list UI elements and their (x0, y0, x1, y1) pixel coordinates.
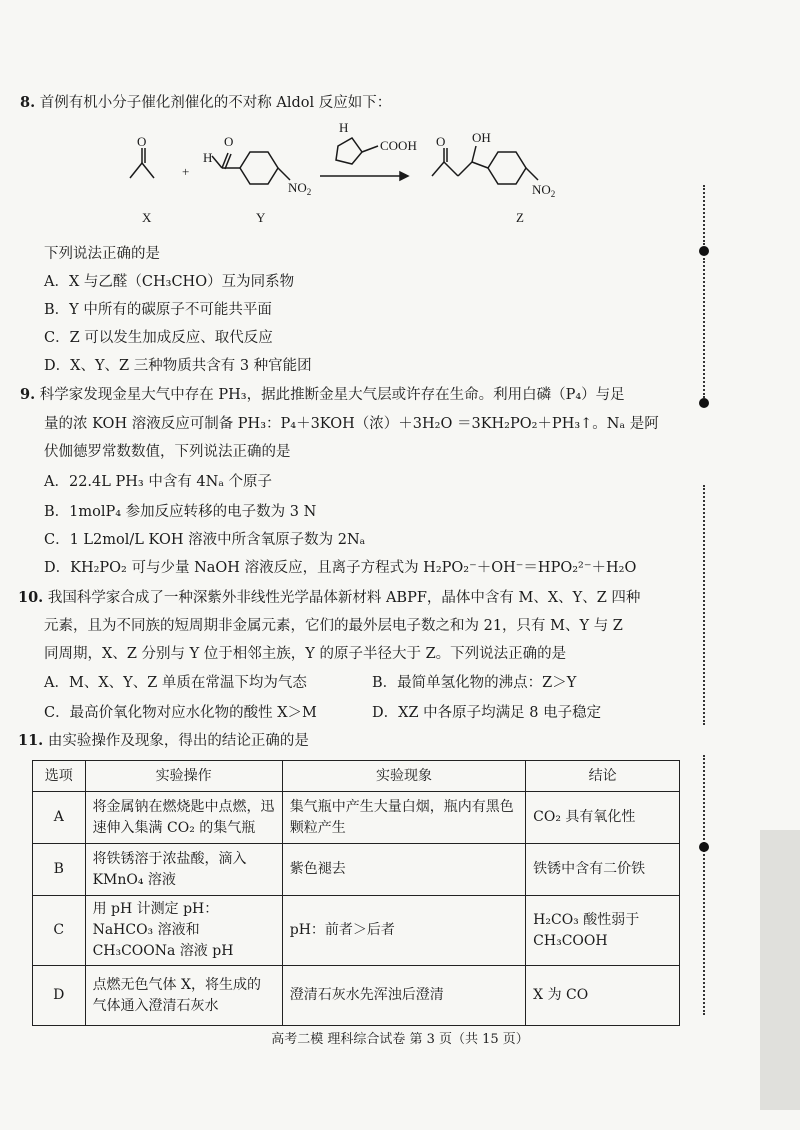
table-header-row (33, 761, 680, 792)
q9-option-c[interactable]: C．1 L2mol/L KOH 溶液中所含氧原子数为 2Nₐ (44, 532, 366, 548)
y-nitro: $NO_2$ (288, 180, 312, 197)
table-row[interactable] (33, 966, 680, 1026)
z-oxygen: O (436, 134, 446, 149)
row-phenomenon: 集气瓶中产生大量白烟，瓶内有黑色颗粒产生 (282, 792, 525, 844)
molecule-x (130, 148, 154, 178)
catalyst-cooh: COOH (380, 138, 417, 153)
q9-option-b[interactable]: B．1molP₄ 参加反应转移的电子数为 3 N (44, 504, 317, 520)
plus-sign: + (182, 164, 190, 179)
q10-option-a[interactable]: A．M、X、Y、Z 单质在常温下均为气态 (44, 675, 307, 691)
row-conclusion: H₂CO₃ 酸性弱于 CH₃COOH (526, 896, 680, 966)
z-hydroxyl: OH (472, 130, 491, 145)
q10-option-d[interactable]: D．XZ 中各原子均满足 8 电子稳定 (372, 705, 602, 721)
q11-stem-line (18, 731, 309, 751)
binding-dotted-line (703, 755, 708, 1015)
q9-option-d[interactable]: D．KH₂PO₂ 可与少量 NaOH 溶液反应，且离子方程式为 H₂PO₂⁻＋OH⁻＝HPO₂²⁻＋H₂O (44, 560, 637, 576)
x-oxygen: O (137, 134, 147, 149)
row-phenomenon: 紫色褪去 (282, 844, 525, 896)
reaction-arrow (320, 172, 408, 180)
binding-hole-icon (699, 398, 709, 408)
q9-line-1 (20, 385, 625, 405)
q10-line-2: 元素，且为不同族的短周期非金属元素，它们的最外层电子数之和为 21，只有 M、Y 与 Z (44, 618, 623, 634)
z-nitro: $NO_2$ (532, 182, 556, 199)
q8-option-a[interactable]: A．X 与乙醛（CH₃CHO）互为同系物 (44, 274, 295, 290)
q10-line-1 (18, 588, 640, 608)
q8-question: 下列说法正确的是 (44, 246, 160, 262)
q10-text-1: 我国科学家合成了一种深紫外非线性光学晶体新材料 ABPF，晶体中含有 M、X、Y、Z 四种 (47, 590, 641, 606)
q10-line-3: 同周期，X、Z 分别与 Y 位于相邻主族，Y 的原子半径大于 Z。下列说法正确的是 (44, 646, 567, 662)
binding-dotted-line (703, 485, 708, 725)
q10-option-b[interactable]: B．最简单氢化物的沸点：Z＞Y (372, 675, 577, 691)
scan-edge-shadow (760, 830, 800, 1110)
header-conclusion: 结论 (526, 761, 680, 792)
row-conclusion: X 为 CO (526, 966, 680, 1026)
q9-line-3: 伏伽德罗常数数值，下列说法正确的是 (44, 444, 291, 460)
row-option-label: B (33, 844, 86, 896)
q11-stem: 由实验操作及现象，得出的结论正确的是 (47, 733, 309, 749)
q11-number: 11. (18, 732, 44, 749)
q8-stem-line (20, 93, 391, 113)
y-oxygen: O (224, 134, 234, 149)
catalyst-nh: H (339, 120, 349, 135)
q9-number: 9. (20, 386, 36, 403)
binding-hole-icon (699, 842, 709, 852)
q8-option-c[interactable]: C．Z 可以发生加成反应、取代反应 (44, 330, 273, 346)
binding-hole-icon (699, 246, 709, 256)
header-operation: 实验操作 (85, 761, 282, 792)
aldol-reaction-scheme (100, 118, 620, 238)
q8-number: 8. (20, 94, 36, 111)
label-z: Z (516, 210, 524, 225)
header-option: 选项 (33, 761, 86, 792)
q9-text-1: 科学家发现金星大气中存在 PH₃，据此推断金星大气层或许存在生命。利用白磷（P₄）与足 (39, 387, 625, 403)
row-operation: 用 pH 计测定 pH：NaHCO₃ 溶液和 CH₃COONa 溶液 pH (85, 896, 282, 966)
binding-dotted-line (703, 258, 708, 398)
table-row[interactable] (33, 844, 680, 896)
page-footer: 高考二模 理科综合试卷 第 3 页（共 15 页） (271, 1032, 529, 1047)
q9-option-a[interactable]: A．22.4L PH₃ 中含有 4Nₐ 个原子 (44, 474, 273, 490)
row-conclusion: 铁锈中含有二价铁 (526, 844, 680, 896)
molecule-z (432, 146, 538, 184)
row-phenomenon: pH：前者＞后者 (282, 896, 525, 966)
binding-dotted-line (703, 185, 708, 245)
q8-stem: 首例有机小分子催化剂催化的不对称 Aldol 反应如下： (39, 95, 392, 111)
label-y: Y (256, 210, 266, 225)
table-row[interactable] (33, 896, 680, 966)
row-conclusion: CO₂ 具有氧化性 (526, 792, 680, 844)
row-option-label: D (33, 966, 86, 1026)
label-x: X (142, 210, 152, 225)
catalyst-proline (336, 138, 378, 164)
row-option-label: C (33, 896, 86, 966)
q8-option-b[interactable]: B．Y 中所有的碳原子不可能共平面 (44, 302, 272, 318)
row-phenomenon: 澄清石灰水先浑浊后澄清 (282, 966, 525, 1026)
molecule-y (212, 152, 290, 184)
q9-line-2: 量的浓 KOH 溶液反应可制备 PH₃：P₄＋3KOH（浓）＋3H₂O ＝3KH₂PO₂＋PH₃↑。Nₐ 是阿 (44, 416, 659, 432)
y-hydrogen: H (203, 150, 213, 165)
row-option-label: A (33, 792, 86, 844)
experiment-table (32, 760, 680, 1026)
header-phenomenon: 实验现象 (282, 761, 525, 792)
row-operation: 将铁锈溶于浓盐酸，滴入 KMnO₄ 溶液 (85, 844, 282, 896)
row-operation: 将金属钠在燃烧匙中点燃，迅速伸入集满 CO₂ 的集气瓶 (85, 792, 282, 844)
q8-option-d[interactable]: D．X、Y、Z 三种物质共含有 3 种官能团 (44, 358, 312, 374)
row-operation: 点燃无色气体 X，将生成的气体通入澄清石灰水 (85, 966, 282, 1026)
q10-number: 10. (18, 589, 44, 606)
q10-option-c[interactable]: C．最高价氧化物对应水化物的酸性 X＞M (44, 705, 317, 721)
table-row[interactable] (33, 792, 680, 844)
